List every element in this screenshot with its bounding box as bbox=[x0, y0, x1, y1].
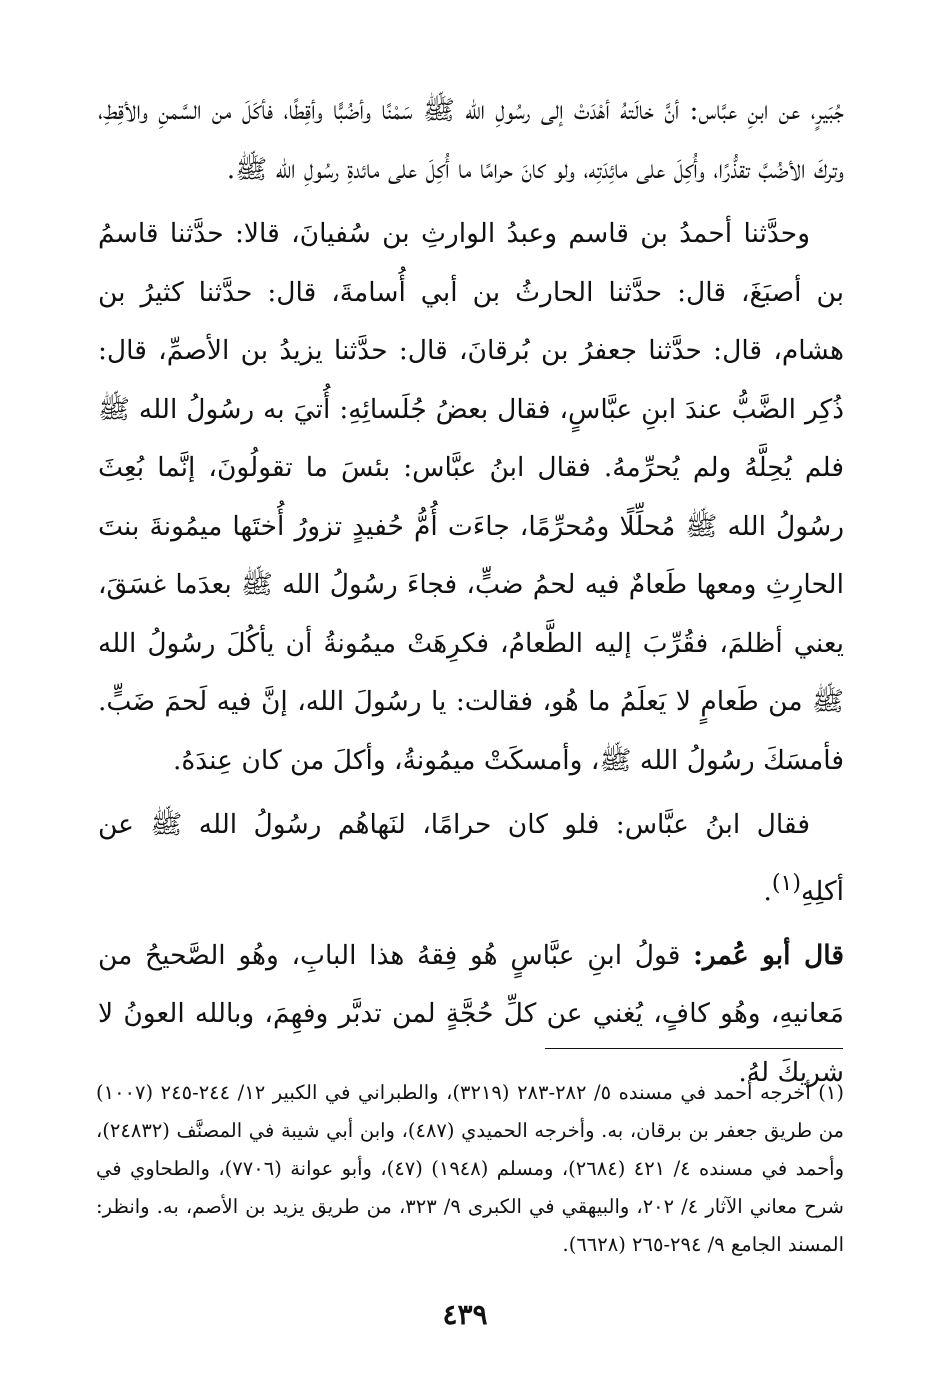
footnotes bbox=[96, 1074, 844, 1264]
footnote-1: (١) أخرجه أحمد في مسنده ٥/ ٢٨٢-٢٨٣ (٣٢١٩)، والطبراني في الكبير ١٢/ ٢٤٤-٢٤٥ (١٠٠٧) من طريق جعفر بن برقان، به. وأخرجه الحميدي (٤٨٧)، وابن أبي شيبة في المصنَّف (٢٤٨٣٢)، وأحمد في مسنده ٤/ ٤٢١ (٢٦٨٤)، ومسلم (١٩٤٨) (٤٧)، وأبو عوانة (٧٧٠٦)، والطحاوي في شرح معاني الآثار ٤/ ٢٠٢، والبيهقي في الكبرى ٩/ ٣٢٣، من طريق يزيد بن الأصم، به. وانظر: المسند الجامع ٩/ ٢٩٤-٢٦٥ (٦٦٢٨). bbox=[96, 1081, 845, 1256]
footnote-divider bbox=[545, 1048, 843, 1049]
footnote-marker[interactable]: (١) bbox=[771, 870, 802, 896]
page-number: ٤٣٩ bbox=[442, 1298, 488, 1331]
paragraph-3 bbox=[98, 796, 844, 921]
paragraph-4-lead: قال أبو عُمر: bbox=[693, 939, 844, 971]
paragraph-4-text: قولُ ابنِ عبَّاسٍ هُو فِقهُ هذا البابِ، وهُو الصَّحيحُ من مَعانيهِ، وهُو كافٍ، يُغني عن كلِّ حُجَّةٍ لمن تدبَّر وفهِمَ، وبالله العونُ لا شريكَ لهُ. bbox=[98, 939, 844, 1088]
paragraph-1: جُبَيرٍ، عن ابنِ عبَّاس: أنَّ خالَتهُ أهْدَتْ إلى رسُولِ الله ﷺ سَمْنًا وأضُبًّا وأقِطًا، فأكَلَ من السَّمنِ والأقِطِ، وتركَ الأضُبَّ تقذُّرًا، وأُكِلَ على مائِدَتِه، ولو كانَ حرامًا ما أُكِلَ على مائدةِ رسُولِ الله ﷺ. bbox=[98, 95, 844, 185]
main-text bbox=[98, 82, 844, 1108]
paragraph-3-end: . bbox=[763, 875, 772, 907]
paragraph-2: وحدَّثنا أحمدُ بن قاسم وعبدُ الوارثِ بن سُفيانَ، قالا: حدَّثنا قاسمُ بن أصبَغَ، قال: حدَّثنا الحارثُ بن أبي أُسامةَ، قال: حدَّثنا كثيرُ بن هشام، قال: حدَّثنا جعفرُ بن بُرقانَ، قال: حدَّثنا يزيدُ بن الأصمِّ، قال: ذُكِر الضَّبُّ عندَ ابنِ عبَّاسٍ، فقال بعضُ جُلَسائِهِ: أُتيَ به رسُولُ الله ﷺ فلم يُحِلَّهُ ولم يُحرِّمهُ. فقال ابنُ عبَّاس: بئسَ ما تقولُونَ، إنَّما بُعِثَ رسُولُ الله ﷺ مُحلِّلًا ومُحرِّمًا، جاءَت أُمُّ حُفيدٍ تزورُ أُختَها ميمُونةَ بنتَ الحارِثِ ومعها طَعامٌ فيه لحمُ ضبٍّ، فجاءَ رسُولُ الله ﷺ بعدَما غسَقَ، يعني أظلمَ، فقُرِّبَ إليه الطَّعامُ، فكرِهَتْ ميمُونةُ أن يأكُلَ رسُولُ الله ﷺ من طَعامٍ لا يَعلَمُ ما هُو، فقالت: يا رسُولَ الله، إنَّ فيه لَحمَ ضَبٍّ. فأمسَكَ رسُولُ الله ﷺ، وأمسكَتْ ميمُونةُ، وأكلَ من كان عِندَهُ. bbox=[98, 218, 844, 776]
paragraph-3-text: فقال ابنُ عبَّاس: فلو كان حرامًا، لنَهاهُم رسُولُ الله ﷺ عن أكلِهِ bbox=[98, 809, 844, 907]
